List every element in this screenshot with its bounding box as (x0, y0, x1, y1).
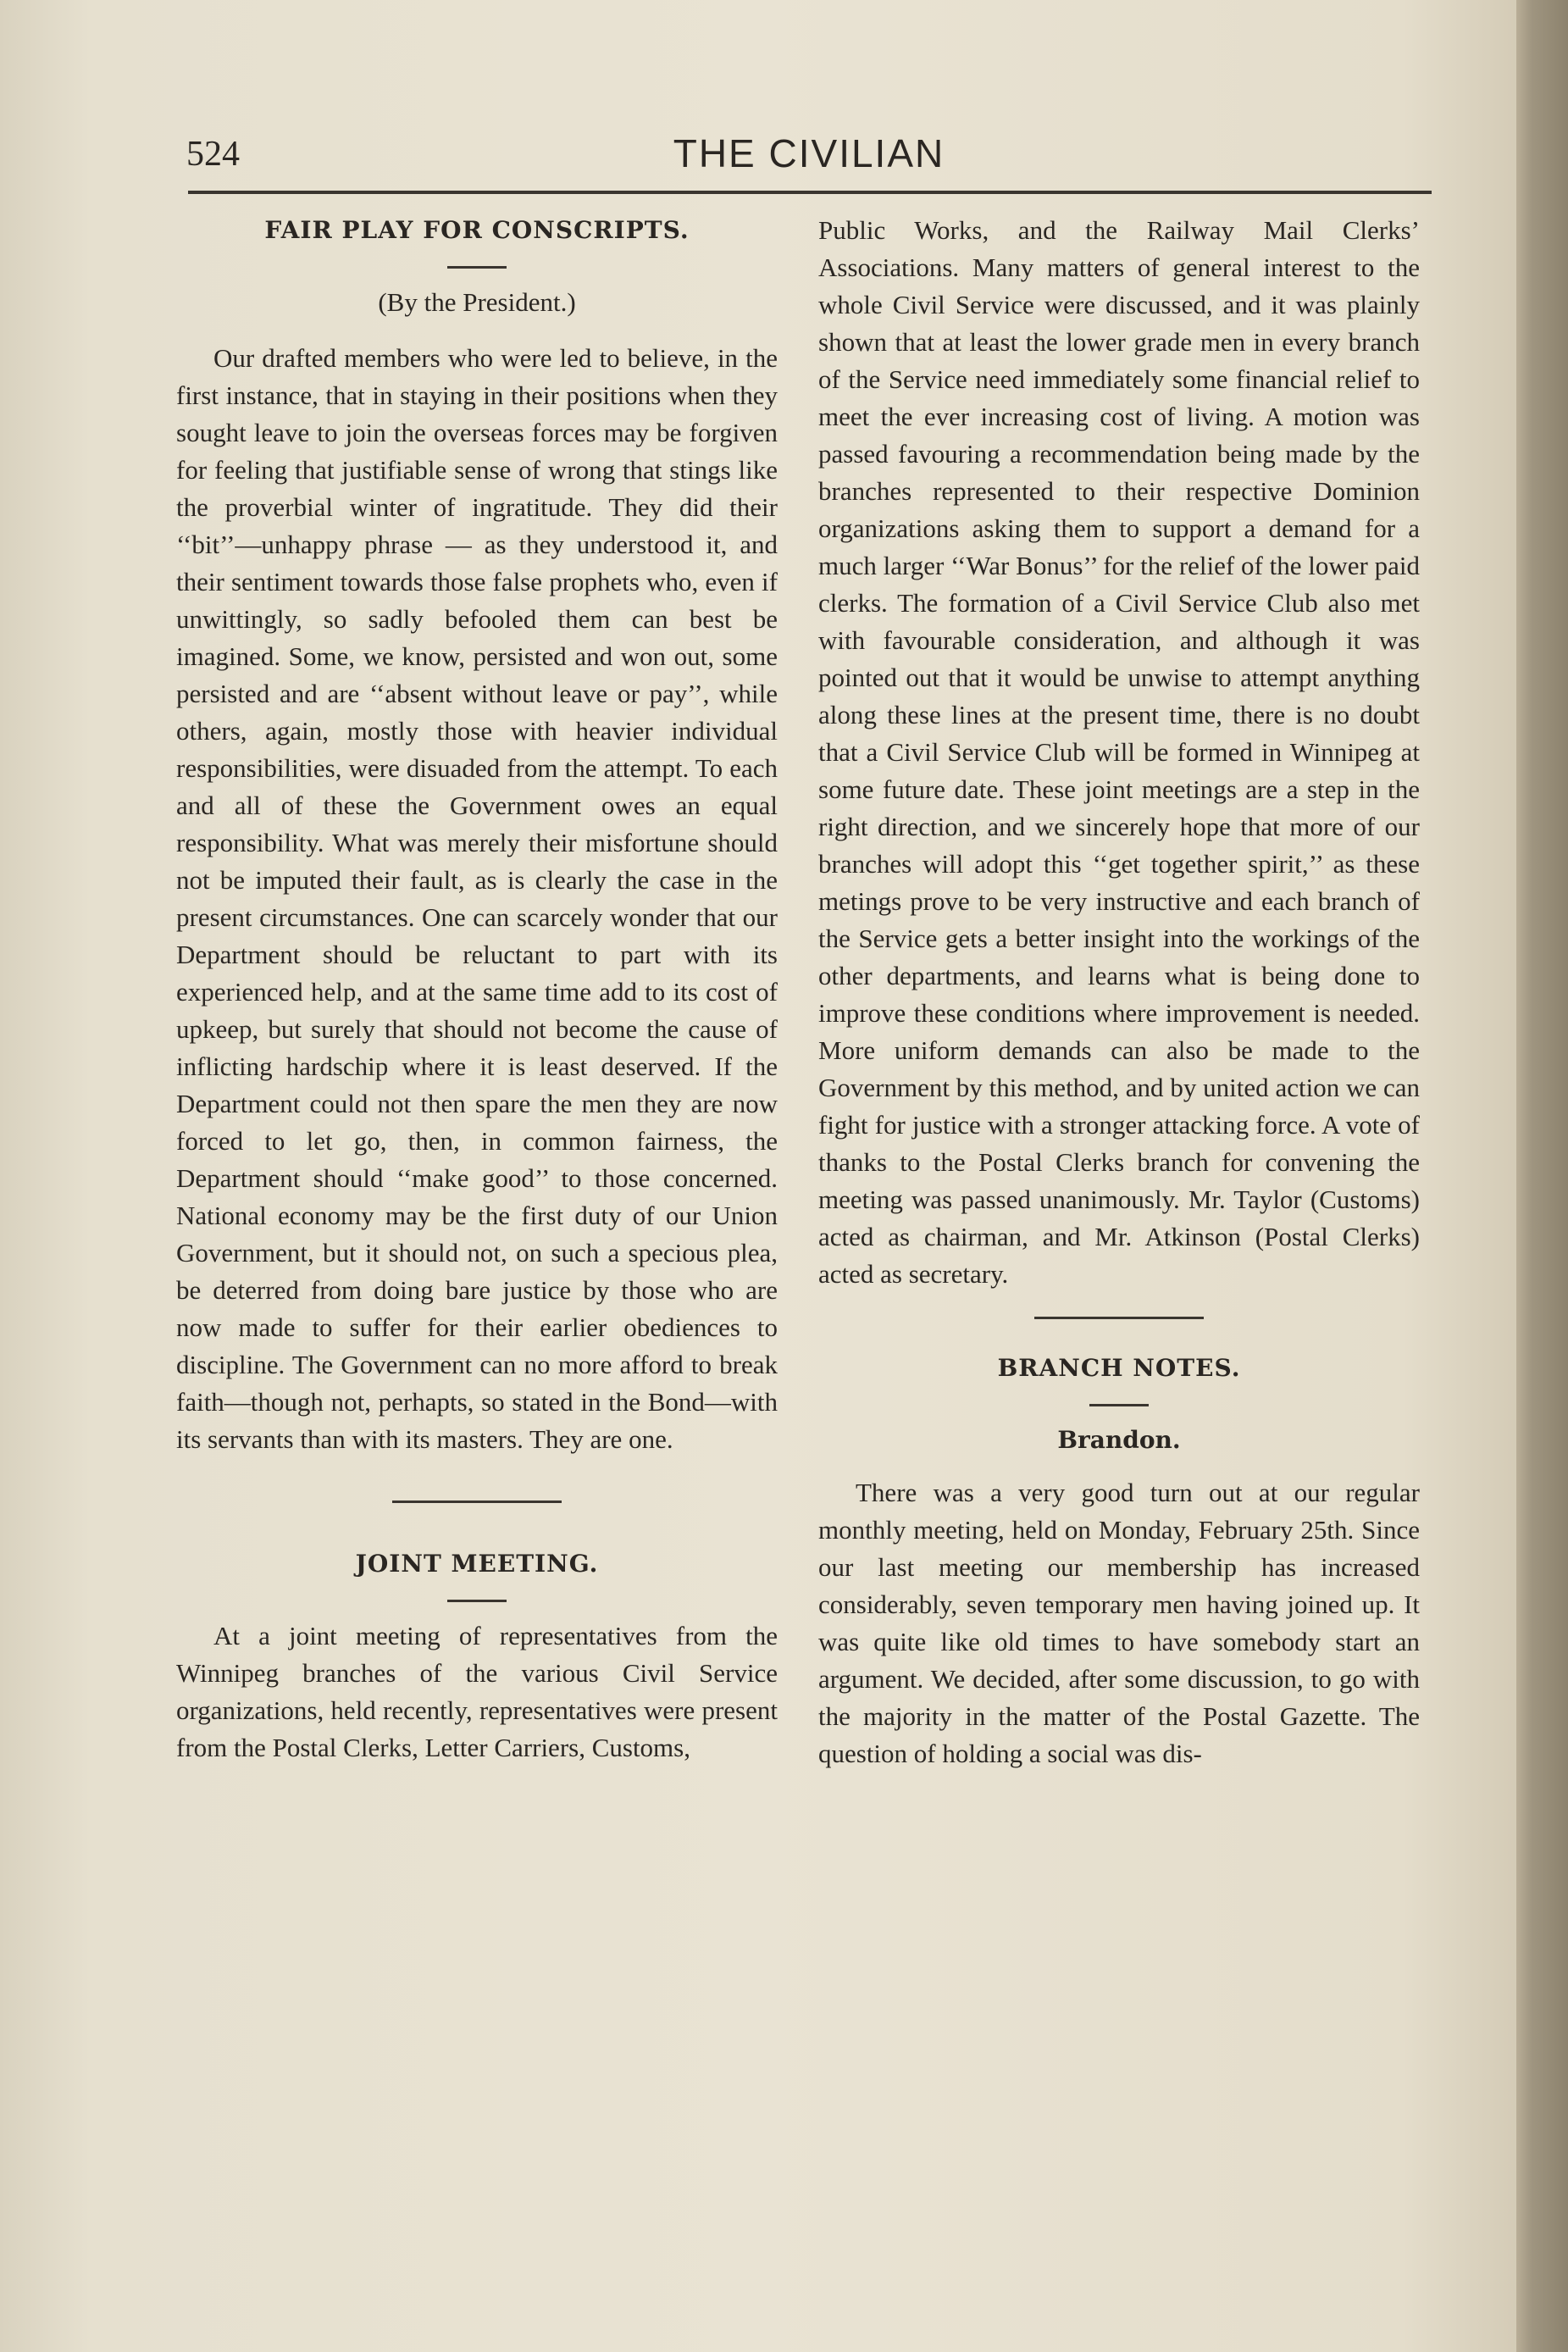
section-divider (1034, 1317, 1204, 1319)
branch-notes-title: BRANCH NOTES. (997, 1354, 1241, 1382)
joint-meeting-body-part1: At a joint meeting of representatives from the Winnipeg branches of the various Civil Service organizations, held recently, representatives were present from the Postal Clerks, Letter Carriers, Customs, (176, 1621, 778, 1762)
running-title: THE CIVILIAN (673, 131, 945, 175)
joint-meeting-title: JOINT MEETING. (355, 1550, 599, 1578)
section-divider (392, 1501, 562, 1503)
header-rule (188, 191, 1432, 194)
joint-meeting-body-part2: Public Works, and the Railway Mail Clerks’ Associations. Many matters of general interest to the whole Civil Service were discussed, and it was plainly shown that at least the lower grade men in every branch of the Service need immediately some financial relief to meet the ever increasing cost of living. A motion was passed favouring a recommendation being made by the branches represented to their respective Dominion organizations asking them to support a demand for a much larger ‘‘War Bonus’’ for the relief of the lower paid clerks. The formation of a Civil Service Club also met with favourable consideration, and although it was pointed out that it would be unwise to attempt anything along these lines at the present time, there is no doubt that a Civil Service Club will be formed in Winnipeg at some future date. These joint meetings are a step in the right direction, and we sincerely hope that more of our branches will adopt this ‘‘get together spirit,’’ as these metings prove to be very instructive and each branch of the Service gets a better insight into the workings of the other departments, and learns what is being done to improve these conditions where improvement is needed. More uniform demands can also be made to the Government by this method, and by united action we can fight for justice with a stronger attacking force. A vote of thanks to the Postal Clerks branch for convening the meeting was passed unanimously. Mr. Taylor (Customs) acted as chairman, and Mr. Atkinson (Postal Clerks) acted as secretary. (818, 215, 1420, 1289)
title-rule (447, 266, 507, 269)
title-rule (447, 1600, 507, 1602)
branch-notes-subtitle: Brandon. (1057, 1426, 1181, 1454)
left-column (176, 212, 778, 1767)
title-rule (1089, 1404, 1149, 1406)
branch-notes-body: There was a very good turn out at our regular monthly meeting, held on Monday, February 25th. Since our last meeting our membership has increased considerably, seven temporary men having joined up. It was quite like old times to have somebody start an argument. We decided, after some discussion, to go with the majority in the matter of the Postal Gazette. The question of holding a social was dis- (818, 1478, 1420, 1768)
fair-play-byline: (By the President.) (378, 287, 576, 317)
page-header (186, 127, 1432, 186)
fair-play-title: FAIR PLAY FOR CONSCRIPTS. (264, 216, 690, 244)
page-number: 524 (186, 135, 240, 174)
right-column (818, 212, 1420, 1772)
fair-play-body: Our drafted members who were led to believe, in the first instance, that in staying in their positions when they sought leave to join the overseas forces may be forgiven for feeling that justifiable sense of wrong that stings like the proverbial winter of ingratitude. They did their ‘‘bit’’—unhappy phrase — as they understood it, and their sentiment towards those false prophets who, even if unwittingly, so sadly befooled them can best be imagined. Some, we know, persisted and won out, some persisted and are ‘‘absent without leave or pay’’, while others, again, mostly those with heavier individual responsibilities, were disuaded from the attempt. To each and all of these the Government owes an equal responsibility. What was merely their misfortune should not be imputed their fault, as is clearly the case in the present circumstances. One can scarcely wonder that our Department should be reluctant to part with its experienced help, and at the same time add to its cost of upkeep, but surely that should not become the cause of inflicting hardschip where it is least deserved. If the Department could not then spare the men they are now forced to let go, then, in common fairness, the Department should ‘‘make good’’ to those concerned. National economy may be the first duty of our Union Government, but it should not, on such a specious plea, be deterred from doing bare justice by those who are now made to suffer for their earlier obediences to discipline. The Government can no more afford to break faith—though not, perhapts, so stated in the Bond—with its servants than with its masters. They are one. (176, 343, 778, 1454)
book-spine (1516, 0, 1568, 2352)
